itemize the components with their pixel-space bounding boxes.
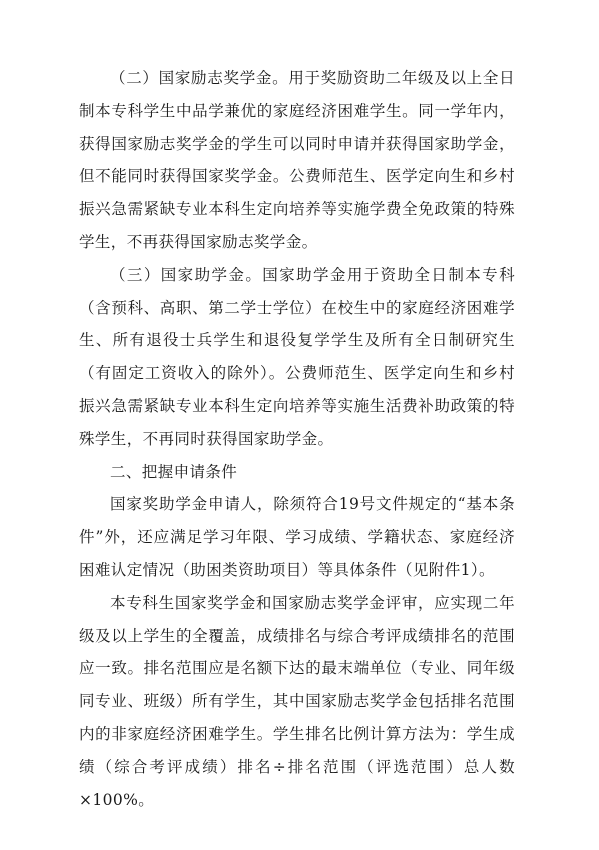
document-page [79,62,515,816]
paragraph-applicant-conditions: 国家奖助学金申请人，除须符合19号文件规定的“基本条件”外，还应满足学习年限、学习成绩、学籍状态、家庭经济困难认定情况（助困类资助项目）等具体条件（见附件1）。 [79,495,515,579]
paragraph-national-grant: （三）国家助学金。国家助学金用于资助全日制本专科（含预科、高职、第二学士学位）在校生中的家庭经济困难学生、所有退役士兵学生和退役复学学生及所有全日制研究生（有固定工资收入的除外）。公费师范生、医学定向生和乡村振兴急需紧缺专业本科生定向培养等实施生活费补助政策的特殊学生，不再同时获得国家助学金。 [79,265,515,448]
paragraph-ranking-rules: 本专科生国家奖学金和国家励志奖学金评审，应实现二年级及以上学生的全覆盖，成绩排名与综合考评成绩排名的范围应一致。排名范围应是名额下达的最末端单位（专业、同年级同专业、班级）所有学生，其中国家励志奖学金包括排名范围内的非家庭经济困难学生。学生排名比例计算方法为：学生成绩（综合考评成绩）排名÷排名范围（评选范围）总人数×100%。 [79,593,515,809]
section-heading-application-conditions: 二、把握申请条件 [110,462,238,481]
paragraph-national-encouragement-scholarship: （二）国家励志奖学金。用于奖励资助二年级及以上全日制本专科学生中品学兼优的家庭经济困难学生。同一学年内，获得国家励志奖学金的学生可以同时申请并获得国家助学金，但不能同时获得国家奖学金。公费师范生、医学定向生和乡村振兴急需紧缺专业本科生定向培养等实施学费全免政策的特殊学生，不再获得国家励志奖学金。 [79,69,515,251]
